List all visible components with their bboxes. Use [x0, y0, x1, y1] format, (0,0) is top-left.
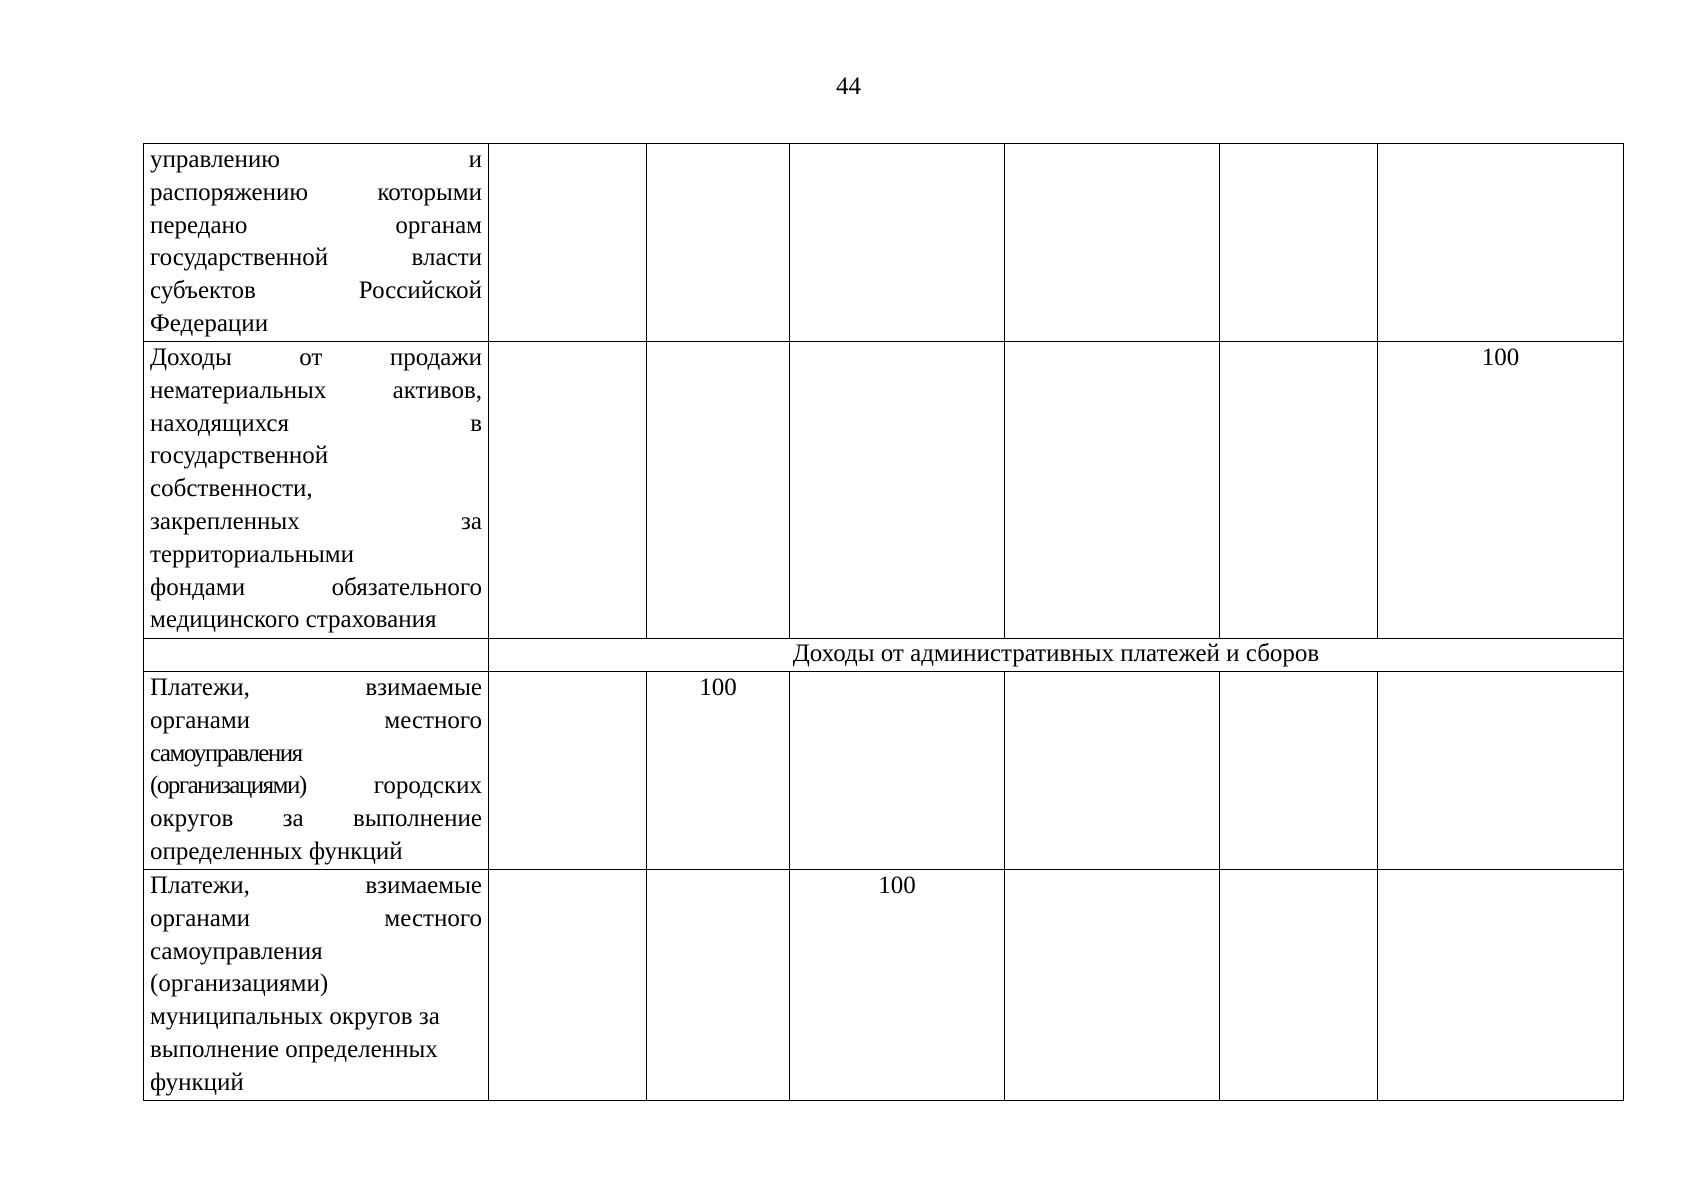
- table-row: [144, 672, 1624, 870]
- table-cell: [1220, 342, 1378, 639]
- table-cell: [790, 144, 1005, 342]
- table-cell: [1378, 144, 1624, 342]
- table-cell: [647, 870, 790, 1101]
- table-row: [144, 144, 1624, 342]
- table-cell: [1005, 870, 1220, 1101]
- table-cell: [1220, 672, 1378, 870]
- table-cell: [1005, 672, 1220, 870]
- table-cell: 100: [647, 672, 790, 870]
- row-label: управлению и распоряжению которыми передано органам государственной власти субъектов Российской Федерации: [144, 144, 489, 342]
- table-cell: [1378, 672, 1624, 870]
- table-row: [144, 342, 1624, 639]
- row-label: Платежи, взимаемые органами местного самоуправления (организациями) муниципальных округов за выполнение определенных функций: [144, 870, 489, 1101]
- table-cell: [489, 144, 647, 342]
- section-header: Доходы от административных платежей и сборов: [489, 639, 1624, 672]
- table-cell: 100: [1378, 342, 1624, 639]
- section-header-row: [144, 639, 1624, 672]
- table-cell: [489, 342, 647, 639]
- table-cell: [1378, 870, 1624, 1101]
- page-number: 44: [836, 73, 861, 100]
- row-label: Доходы от продажи нематериальных активов, находящихся в государственной собственности, закрепленных за территориальными фондами обязательного медицинского страхования: [144, 342, 489, 639]
- table-cell: [1220, 870, 1378, 1101]
- table-cell: [790, 342, 1005, 639]
- table-cell: [1220, 144, 1378, 342]
- revenue-distribution-table: [143, 143, 1624, 1101]
- table-cell: [489, 870, 647, 1101]
- table-cell: 100: [790, 870, 1005, 1101]
- table-cell: [647, 342, 790, 639]
- table-row: [144, 870, 1624, 1101]
- table-cell: [489, 672, 647, 870]
- table-cell: [1005, 342, 1220, 639]
- table-cell: [1005, 144, 1220, 342]
- table-cell: [790, 672, 1005, 870]
- row-label: Платежи, взимаемые органами местного самоуправления (организациями) городских округов за выполнение определенных функций: [144, 672, 489, 870]
- table-cell: [144, 639, 489, 672]
- table-cell: [647, 144, 790, 342]
